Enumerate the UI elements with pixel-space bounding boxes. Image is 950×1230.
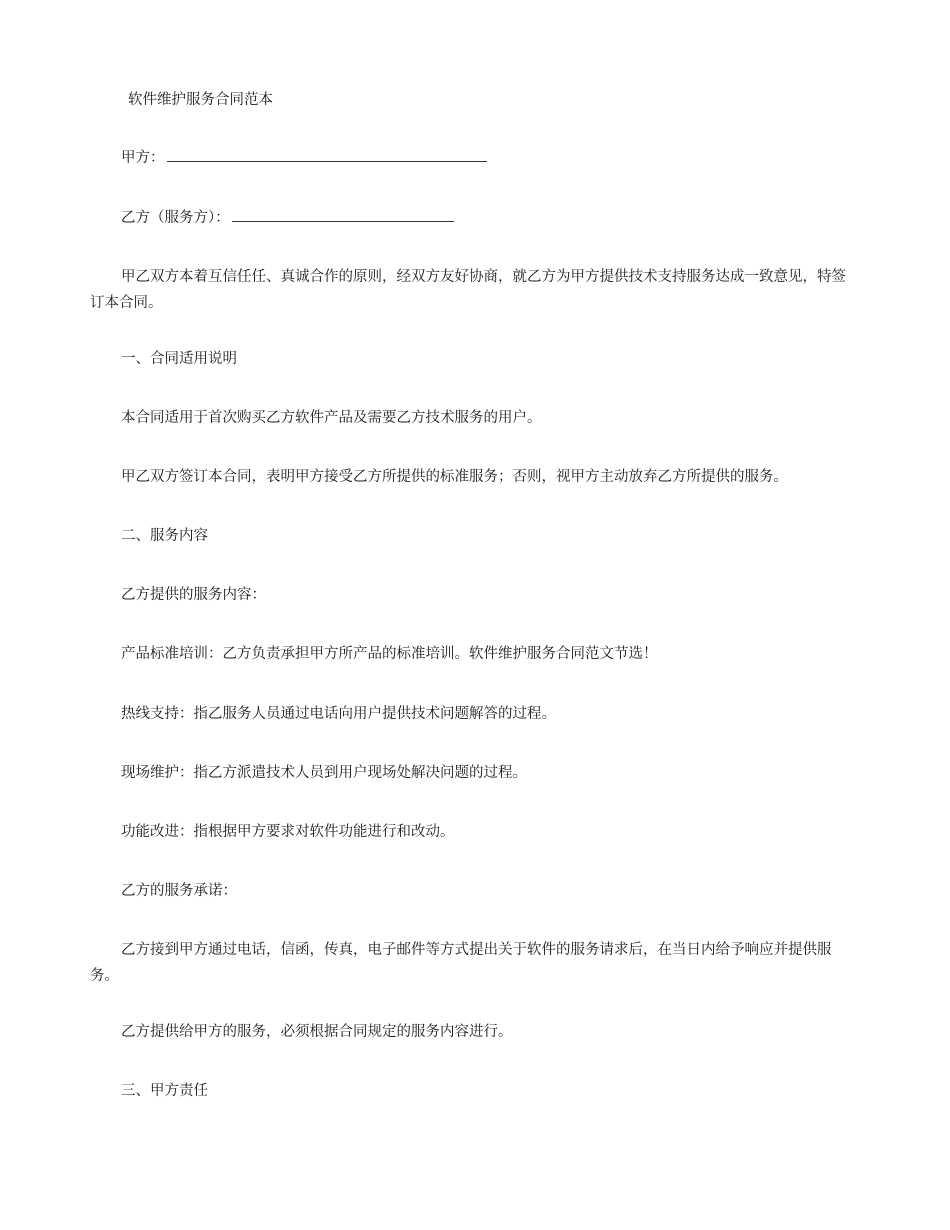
section-3-heading: 三、甲方责任 (121, 1083, 208, 1099)
section-1-paragraph-2: 甲乙双方签订本合同，表明甲方接受乙方所提供的标准服务；否则，视甲方主动放弃乙方所提供的服务。 (121, 469, 788, 485)
item-improvement: 功能改进：指根据甲方要求对软件功能进行和改动。 (121, 824, 455, 840)
section-2-heading: 二、服务内容 (121, 528, 208, 544)
promise-paragraph-1: 乙方接到甲方通过电话，信函，传真，电子邮件等方式提出关于软件的服务请求后，在当日内给予响应并提供服务。 (90, 942, 832, 984)
section-2-subheading-services: 乙方提供的服务内容： (121, 587, 266, 603)
item-onsite: 现场维护：指乙方派遣技术人员到用户现场处解决问题的过程。 (121, 765, 527, 781)
item-hotline: 热线支持：指乙服务人员通过电话向用户提供技术问题解答的过程。 (121, 706, 556, 722)
section-2-subheading-promise: 乙方的服务承诺： (121, 883, 237, 899)
section-1-heading: 一、合同适用说明 (121, 351, 237, 367)
party-b-blank (232, 205, 454, 222)
party-a-label: 甲方： (121, 150, 165, 166)
item-training: 产品标准培训：乙方负责承担甲方所产品的标准培训。软件维护服务合同范文节选！ (121, 646, 658, 662)
party-a-blank (167, 145, 487, 162)
intro-paragraph: 甲乙双方本着互信任任、真诚合作的原则，经双方友好协商，就乙方为甲方提供技术支持服务达成一致意见，特签订本合同。 (90, 269, 846, 311)
document-title: 软件维护服务合同范本 (128, 92, 273, 108)
section-1-paragraph-1: 本合同适用于首次购买乙方软件产品及需要乙方技术服务的用户。 (121, 410, 542, 426)
party-a-line (90, 145, 891, 171)
promise-paragraph-2: 乙方提供给甲方的服务，必须根据合同规定的服务内容进行。 (121, 1024, 513, 1040)
party-b-label: 乙方（服务方）： (121, 210, 230, 226)
party-b-line (90, 205, 891, 231)
